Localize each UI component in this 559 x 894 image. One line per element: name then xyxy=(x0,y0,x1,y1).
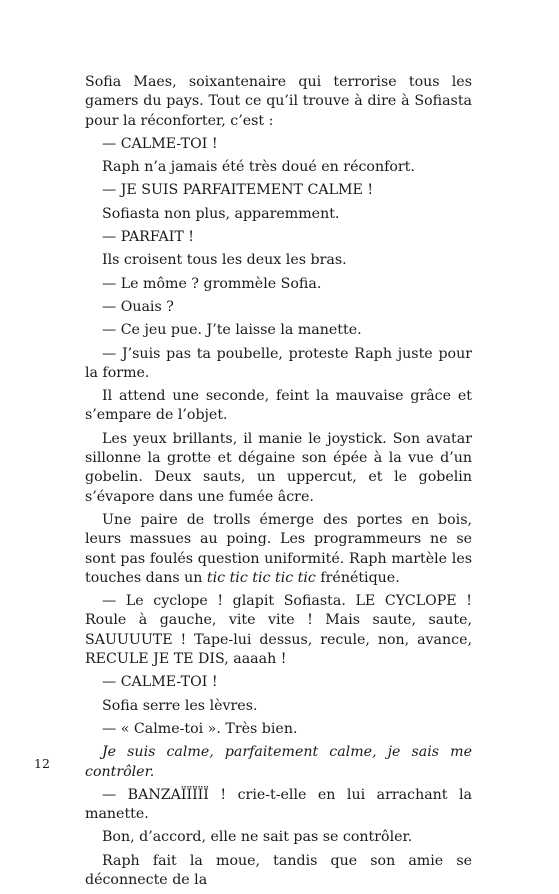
paragraph-3: Raph n’a jamais été très doué en réconfort. xyxy=(102,159,415,176)
paragraph-21: Bon, d’accord, elle ne sait pas se contrôler. xyxy=(102,829,413,846)
body-text xyxy=(85,73,472,894)
paragraph-6: — PARFAIT ! xyxy=(102,229,195,246)
paragraph-14-before: Une paire de trolls émerge des portes en bois, leurs massues au poing. Les programmeurs ne se sont pas foulés question uniformité. Raph martèle les touches dans un xyxy=(85,511,472,586)
paragraph-10: — Ce jeu pue. J’te laisse la manette. xyxy=(102,322,362,339)
paragraph-14-after: frénétique. xyxy=(315,569,400,586)
paragraph-7: Ils croisent tous les deux les bras. xyxy=(102,252,347,269)
paragraph-12: Il attend une seconde, feint la mauvaise grâce et s’empare de l’objet. xyxy=(85,388,472,424)
paragraph-20: — BANZAÏÏÏÏÏ ! crie-t-elle en lui arrachant la manette. xyxy=(85,786,472,823)
paragraph-8: — Le môme ? grommèle Sofia. xyxy=(102,275,322,292)
paragraph-2: — CALME-TOI ! xyxy=(102,135,218,152)
paragraph-18: — « Calme-toi ». Très bien. xyxy=(102,720,298,737)
paragraph-1: Sofia Maes, soixantenaire qui terrorise tous les gamers du pays. Tout ce qu’il trouve à dire à Sofiasta pour la réconforter, c’est : xyxy=(85,74,472,129)
paragraph-22: Raph fait la moue, tandis que son amie se déconnecte de la xyxy=(85,852,472,888)
paragraph-17: Sofia serre les lèvres. xyxy=(102,697,258,714)
paragraph-5: Sofiasta non plus, apparemment. xyxy=(102,205,340,222)
paragraph-14 xyxy=(85,511,472,588)
paragraph-19: Je suis calme, parfaitement calme, je sais me contrôler. xyxy=(85,744,472,780)
paragraph-14-italic: tic tic tic tic tic xyxy=(206,569,316,586)
paragraph-4: — JE SUIS PARFAITEMENT CALME ! xyxy=(102,182,374,199)
page-number: 12 xyxy=(34,756,50,771)
paragraph-16: — CALME-TOI ! xyxy=(102,674,218,691)
paragraph-13: Les yeux brillants, il manie le joystick. Son avatar sillonne la grotte et dégaine son épée à la vue d’un gobelin. Deux sauts, un uppercut, et le gobelin s’évapore dans une fumée âcre. xyxy=(85,430,472,505)
paragraph-15: — Le cyclope ! glapit Sofiasta. LE CYCLOPE ! Roule à gauche, vite vite ! Mais saute, saute, SAUUUUTE ! Tape-lui dessus, recule, non, avance, RECULE JE TE DIS, aaaah ! xyxy=(85,593,472,668)
paragraph-11: — J’suis pas ta poubelle, proteste Raph juste pour la forme. xyxy=(85,345,472,381)
paragraph-9: — Ouais ? xyxy=(102,298,174,315)
